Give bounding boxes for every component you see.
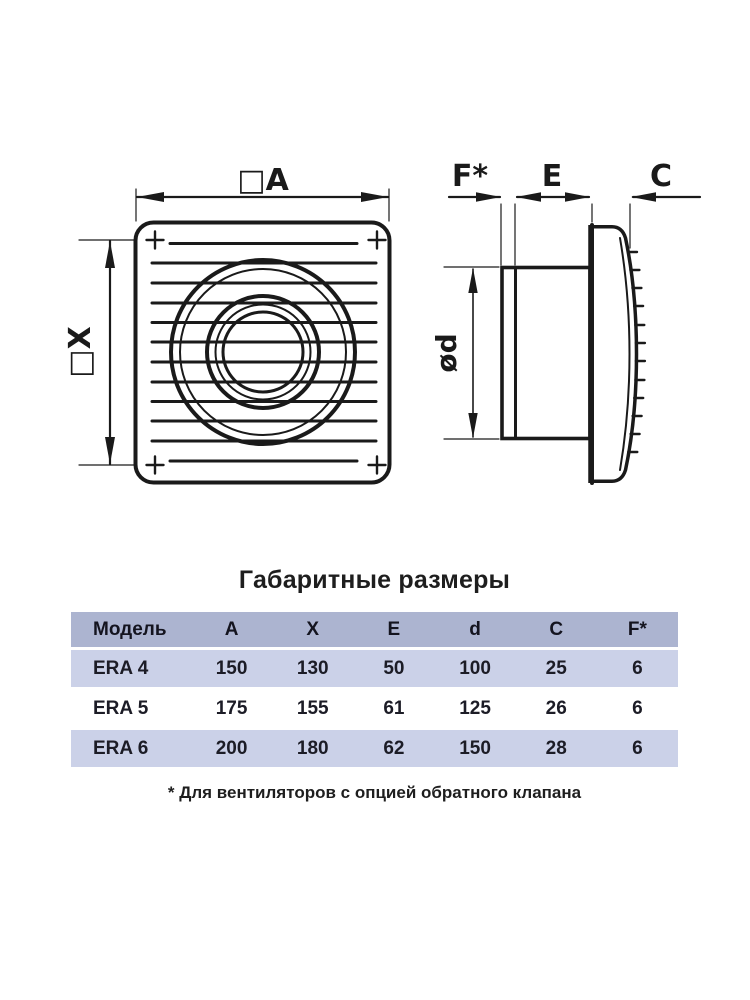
table-row (71, 730, 678, 770)
cell-model: ERA 6 (71, 730, 191, 770)
cell-f: 6 (597, 690, 678, 730)
cell-c: 28 (516, 730, 597, 770)
cell-e: 50 (353, 650, 434, 690)
col-header-x: X (272, 612, 353, 650)
cell-d: 100 (434, 650, 515, 690)
arrowhead-down-icon (468, 413, 477, 438)
table-row (71, 690, 678, 730)
cell-x: 130 (272, 650, 353, 690)
dimensions-table (71, 612, 678, 770)
panel-side-profile (590, 225, 637, 483)
cell-f: 6 (597, 650, 678, 690)
cell-e: 61 (353, 690, 434, 730)
table-row (71, 650, 678, 690)
arrowhead-right-icon (361, 192, 388, 202)
arrowhead-left-icon (137, 192, 164, 202)
cell-model: ERA 5 (71, 690, 191, 730)
col-header-e: E (353, 612, 434, 650)
label-dim-c: C (649, 159, 673, 194)
table-header-row (71, 612, 678, 650)
arrowhead-up-icon (105, 241, 115, 268)
cell-d: 125 (434, 690, 515, 730)
col-header-f: F* (597, 612, 678, 650)
cell-a: 150 (191, 650, 272, 690)
cell-x: 155 (272, 690, 353, 730)
label-dim-diameter: ød (430, 333, 463, 373)
cell-e: 62 (353, 730, 434, 770)
side-view-drawing (444, 192, 700, 483)
cell-f: 6 (597, 730, 678, 770)
cell-c: 25 (516, 650, 597, 690)
table-title: Габаритные размеры (238, 566, 511, 594)
label-dim-a: □A (237, 163, 289, 198)
cell-a: 175 (191, 690, 272, 730)
col-header-model: Модель (71, 612, 191, 650)
label-dim-f: F* (451, 159, 489, 194)
cell-d: 150 (434, 730, 515, 770)
cell-x: 180 (272, 730, 353, 770)
cell-a: 200 (191, 730, 272, 770)
dimension-d (468, 268, 477, 438)
col-header-d: d (434, 612, 515, 650)
col-header-c: C (516, 612, 597, 650)
col-header-a: A (191, 612, 272, 650)
label-dim-e: E (541, 159, 563, 194)
arrowhead-down-icon (105, 437, 115, 464)
footnote: * Для вентиляторов с опцией обратного клапана (167, 783, 582, 802)
label-dim-x: □X (63, 326, 98, 378)
front-view-drawing (79, 189, 390, 483)
cell-c: 26 (516, 690, 597, 730)
arrowhead-up-icon (468, 268, 477, 293)
dimension-x (105, 241, 115, 464)
arrowhead-right-icon (565, 192, 590, 202)
cell-model: ERA 4 (71, 650, 191, 690)
arrowhead-left-icon (516, 192, 541, 202)
